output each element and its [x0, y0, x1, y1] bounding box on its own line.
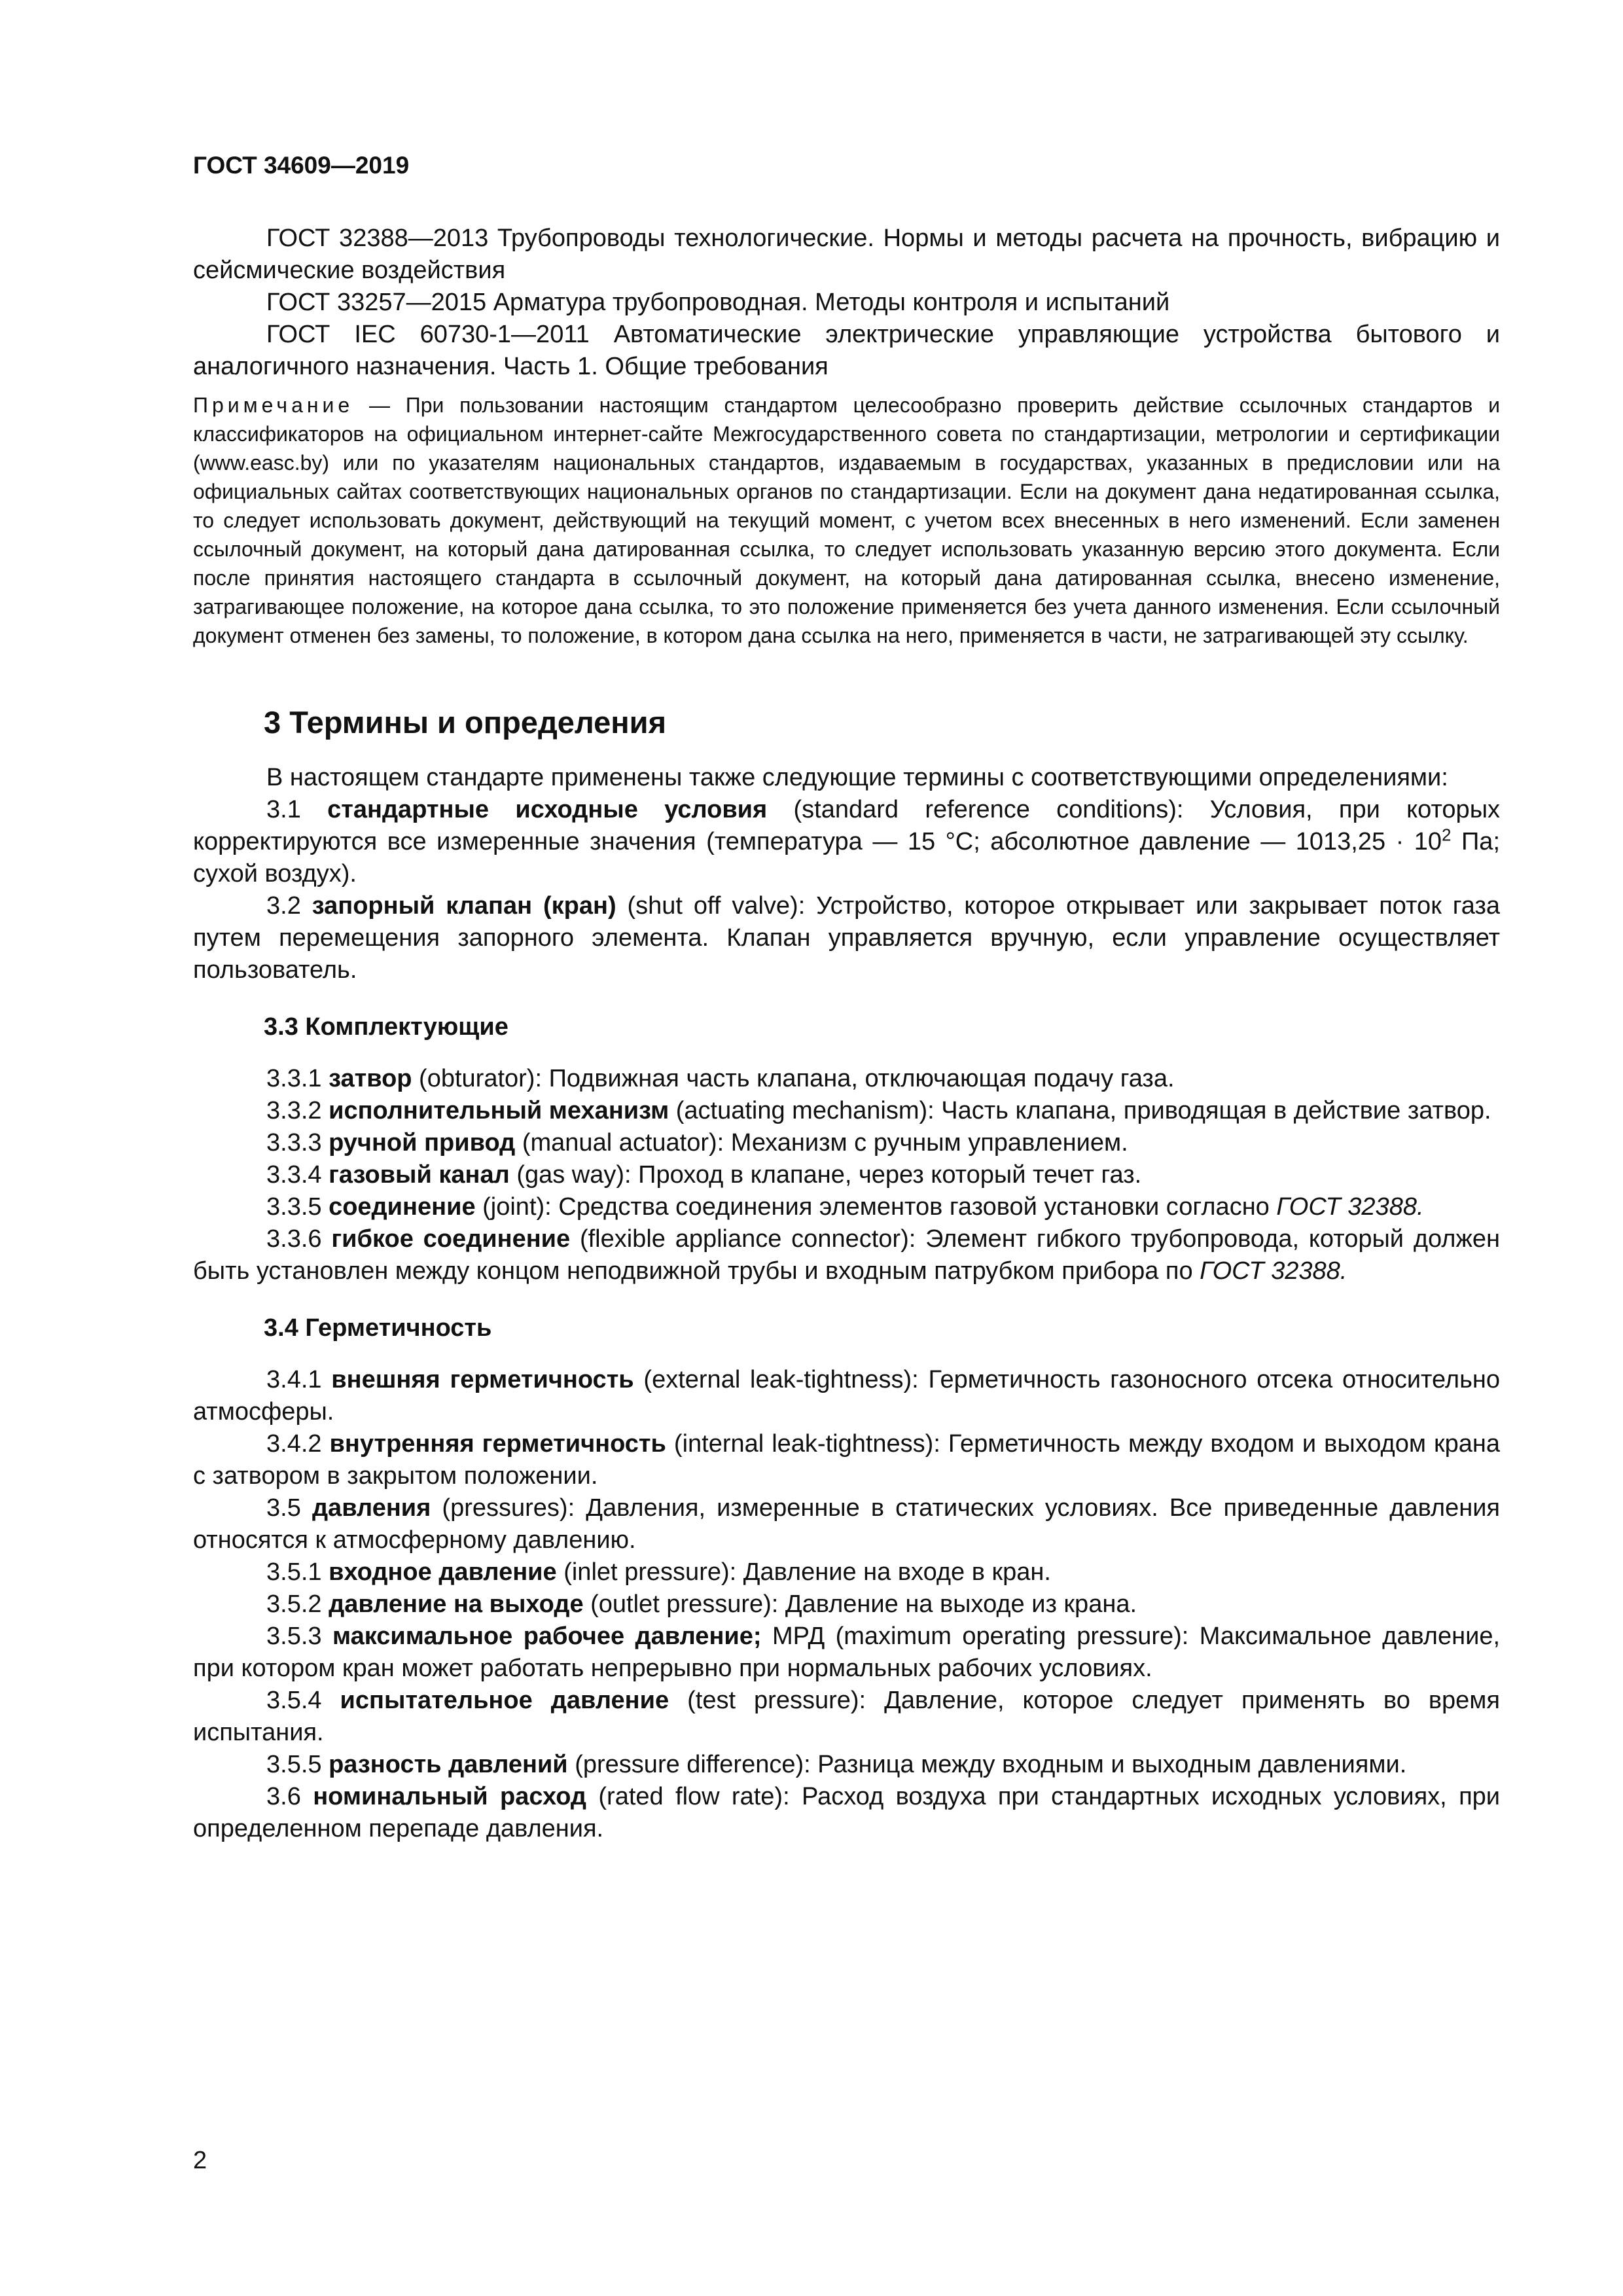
term-number: 3.3.6: [266, 1225, 332, 1253]
section-intro: В настоящем стандарте применены также следующие термины с соответствующими определениями:: [266, 764, 1448, 791]
term-definition: (shut off valve): Устройство, которое открывает или закрывает поток газа путем перемещения запорного элемента. Клапан управляется вручную, если управление осуществляет пользователь.: [193, 892, 1501, 984]
note-paragraph: [193, 391, 1500, 650]
term-3-3-6: [193, 1223, 1500, 1287]
term-3-3-4: [193, 1159, 1500, 1191]
standard-reference: ГОСТ 32388.: [1200, 1257, 1347, 1285]
term-definition: (joint): Средства соединения элементов газовой установки согласно: [475, 1193, 1277, 1221]
term-number: 3.5.5: [266, 1751, 329, 1778]
term-name: ручной привод: [329, 1129, 516, 1157]
term-3-6: [193, 1781, 1500, 1845]
term-name: давление на выходе: [329, 1590, 584, 1618]
superscript: 2: [1442, 825, 1452, 845]
term-name: номинальный расход: [313, 1783, 587, 1810]
note-text: — При пользовании настоящим стандартом целесообразно проверить действие ссылочных стандартов и классификаторов на официальном интернет-сайте Межгосударственного совета по стандартизации, метрологии и сертификации (www.easc.by) или по указателям национальных стандартов, издаваемым в государствах, указанных в предисловии или на официальных сайтах соответствующих национальных органов по стандартизации. Если на документ дана недатированная ссылка, то следует использовать документ, действующий на текущий момент, с учетом всех внесенных в него изменений. Если заменен ссылочный документ, на который дана датированная ссылка, то следует использовать указанную версию этого документа. Если после принятия настоящего стандарта в ссылочный документ, на который дана датированная ссылка, внесено изменение, затрагивающее положение, на которое дана ссылка, то это положение применяется без учета данного изменения. Если ссылочный документ отменен без замены, то положение, в котором дана ссылка на него, применяется в части, не затрагивающей эту ссылку.: [193, 393, 1500, 647]
standard-reference: ГОСТ 32388.: [1276, 1193, 1424, 1221]
page-number: 2: [193, 2147, 207, 2174]
subsection-title-components: 3.3 Комплектующие: [264, 1013, 508, 1041]
term-number: 3.6: [266, 1783, 313, 1810]
term-definition: (pressure difference): Разница между входным и выходным давлениями.: [567, 1751, 1407, 1778]
term-definition: (pressures): Давления, измеренные в статических условиях. Все приведенные давления относятся к атмосферному давлению.: [193, 1494, 1501, 1554]
term-3-3-5: [193, 1191, 1500, 1223]
term-name: исполнительный механизм: [329, 1097, 669, 1124]
term-number: 3.4.1: [266, 1366, 332, 1393]
term-3-3-3: [193, 1127, 1500, 1159]
term-definition: (obturator): Подвижная часть клапана, отключающая подачу газа.: [412, 1065, 1175, 1092]
term-number: 3.1: [266, 796, 328, 823]
term-number: 3.5.1: [266, 1558, 329, 1586]
term-3-5: [193, 1492, 1500, 1556]
term-definition: (inlet pressure): Давление на входе в кран.: [556, 1558, 1051, 1586]
term-3-5-5: [193, 1749, 1500, 1781]
term-definition: (outlet pressure): Давление на выходе из крана.: [583, 1590, 1137, 1618]
page-content: [193, 223, 1500, 1845]
term-name: стандартные исходные условия: [327, 796, 768, 823]
term-3-4-2: [193, 1428, 1500, 1492]
term-3-5-4: [193, 1685, 1500, 1749]
term-definition: (external leak-tightness): Герметичность газоносного отсека относительно атмосферы.: [193, 1366, 1500, 1426]
term-definition: (actuating mechanism): Часть клапана, приводящая в действие затвор.: [669, 1097, 1491, 1124]
term-definition: (standard reference conditions): Условия, при которых корректируются все измеренные значения (температура — 15 °C; абсолютное давление — 1013,25 · 10: [193, 796, 1501, 855]
term-3-3-1: [193, 1063, 1500, 1095]
term-name: запорный клапан (кран): [312, 892, 616, 920]
term-definition: МРД (maximum operating pressure): Максимальное давление, при котором кран может работать непрерывно при нормальных рабочих условиях.: [193, 1623, 1501, 1682]
term-definition: (manual actuator): Механизм с ручным управлением.: [515, 1129, 1128, 1157]
term-name: разность давлений: [329, 1751, 568, 1778]
term-3-3-2: [193, 1095, 1500, 1127]
term-definition-end: Па; сухой воздух).: [193, 828, 1501, 888]
term-3-2: [193, 890, 1500, 986]
term-definition: (rated flow rate): Расход воздуха при стандартных исходных условиях, при определенном перепаде давления.: [193, 1783, 1501, 1842]
document-header: ГОСТ 34609—2019: [193, 152, 410, 179]
term-name: внутренняя герметичность: [329, 1430, 666, 1458]
term-number: 3.5.3: [266, 1623, 332, 1650]
note-label: Примечание: [193, 393, 354, 417]
term-number: 3.2: [266, 892, 312, 920]
term-number: 3.3.3: [266, 1129, 329, 1157]
term-name: максимальное рабочее давление;: [332, 1623, 762, 1650]
term-definition: (flexible appliance connector): Элемент гибкого трубопровода, который должен быть установлен между концом неподвижной трубы и входным патрубком прибора по: [193, 1225, 1501, 1285]
term-definition: (test pressure): Давление, которое следует применять во время испытания.: [193, 1687, 1501, 1746]
term-3-5-2: [193, 1588, 1500, 1621]
term-number: 3.3.4: [266, 1161, 329, 1189]
section-title: 3 Термины и определения: [264, 705, 666, 740]
term-number: 3.5.4: [266, 1687, 340, 1714]
term-3-4-1: [193, 1364, 1500, 1428]
term-name: гибкое соединение: [331, 1225, 571, 1253]
term-name: входное давление: [329, 1558, 557, 1586]
term-name: давления: [312, 1494, 431, 1522]
term-number: 3.4.2: [266, 1430, 330, 1458]
term-name: соединение: [329, 1193, 476, 1221]
term-number: 3.3.5: [266, 1193, 329, 1221]
term-definition: (internal leak-tightness): Герметичность между входом и выходом крана с затвором в закрытом положении.: [193, 1430, 1501, 1490]
term-name: испытательное давление: [340, 1687, 669, 1714]
term-number: 3.5.2: [266, 1590, 329, 1618]
subsection-title-tightness: 3.4 Герметичность: [264, 1314, 492, 1342]
term-number: 3.3.1: [266, 1065, 329, 1092]
term-definition: (gas way): Проход в клапане, через который течет газ.: [509, 1161, 1142, 1189]
term-number: 3.3.2: [266, 1097, 329, 1124]
reference-gost-iec-60730: ГОСТ IEC 60730-1—2011 Автоматические электрические управляющие устройства бытового и аналогичного назначения. Часть 1. Общие требования: [193, 321, 1500, 380]
reference-gost-33257: ГОСТ 33257—2015 Арматура трубопроводная. Методы контроля и испытаний: [266, 289, 1170, 316]
term-3-5-1: [193, 1556, 1500, 1588]
term-name: внешняя герметичность: [331, 1366, 634, 1393]
reference-gost-32388: ГОСТ 32388—2013 Трубопроводы технологические. Нормы и методы расчета на прочность, вибрацию и сейсмические воздействия: [193, 224, 1500, 284]
term-number: 3.5: [266, 1494, 312, 1522]
term-name: газовый канал: [329, 1161, 510, 1189]
term-name: затвор: [329, 1065, 412, 1092]
term-3-1: [193, 794, 1500, 890]
term-3-5-3: [193, 1621, 1500, 1685]
